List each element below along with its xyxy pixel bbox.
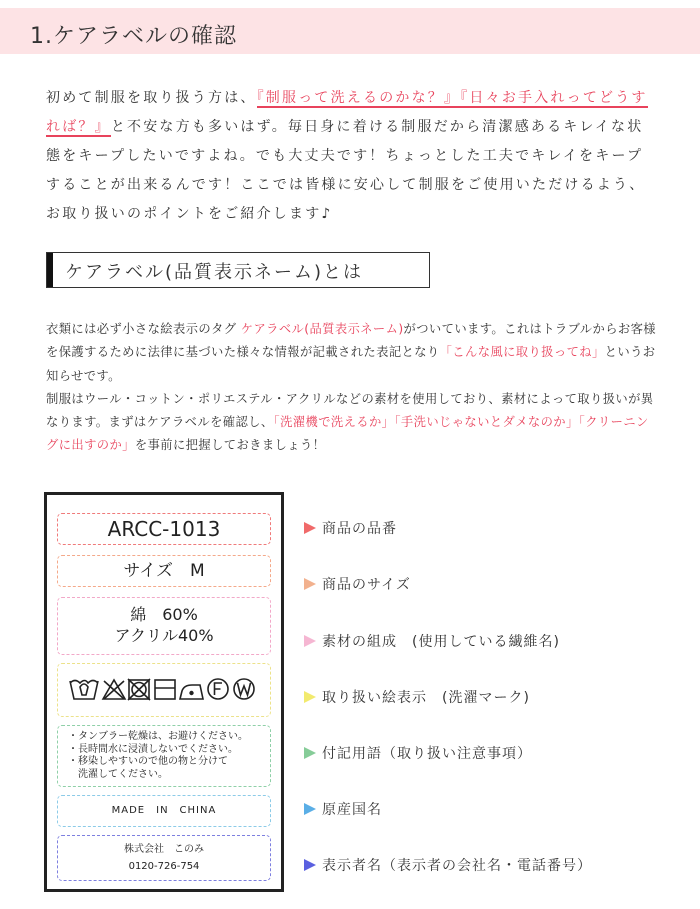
legend-arrow-icon: [304, 747, 316, 759]
label-company-phone: 0120-726-754: [128, 861, 200, 872]
label-care-symbols: [57, 663, 271, 717]
description-paragraph: [46, 318, 658, 458]
desc-red-care-label: ケアラベル(品質表示ネーム): [240, 322, 404, 336]
section-heading: [46, 252, 430, 288]
label-product-code: ARCC-1013: [57, 513, 271, 545]
care-note-4: 洗濯してください。: [68, 768, 168, 780]
care-label-illustration: [44, 492, 284, 892]
legend-item-material: [304, 631, 560, 651]
desc-text-f: 制服はウール・コットン・ポリエステル・アクリルなどの素材を使用しており、素材によって取り扱いが異なります。まずはケアラベルを確認し、: [46, 391, 654, 430]
label-material: [57, 597, 271, 655]
legend-arrow-icon: [304, 691, 316, 703]
label-material-acrylic: アクリル40%: [114, 626, 214, 645]
page-title: 1.ケアラベルの確認: [30, 24, 237, 49]
legend-text: 原産国名: [322, 802, 382, 818]
legend-item-notes: [304, 743, 532, 763]
iron-icon: [180, 685, 203, 699]
bleach-prohibited-icon: [103, 680, 125, 699]
line-dry-icon: [155, 680, 175, 699]
label-origin: MADE IN CHINA: [57, 795, 271, 827]
legend-text: 商品のサイズ: [322, 577, 411, 593]
legend-arrow-icon: [304, 635, 316, 647]
wet-clean-w-icon: [234, 679, 254, 699]
intro-highlight-1: 『制服って洗えるのかな？』: [256, 90, 461, 106]
label-material-cotton: 綿 60%: [130, 605, 198, 624]
care-symbols-svg: [66, 667, 266, 713]
desc-text-a: 衣類には必ず小さな絵表示のタグ: [46, 322, 241, 336]
desc-text-c: がついています。これはトラブルからお客様を保護するために法律に基づいた様々な情報が記載された表記となり: [46, 322, 656, 360]
intro-paragraph: [46, 84, 656, 229]
legend-text: 取り扱い絵表示 (洗濯マーク): [322, 690, 530, 706]
label-company-name: 株式会社 このみ: [124, 844, 204, 855]
legend-text: 商品の品番: [322, 521, 397, 537]
legend-item-symbols: [304, 687, 530, 707]
care-note-1: ・タンブラー乾燥は、お避けください。: [68, 731, 248, 742]
section-heading-text: ケアラベル(品質表示ネーム)とは: [65, 262, 364, 283]
intro-text-1: 初めて制服を取り扱う方は、: [46, 90, 257, 106]
legend-text: 素材の組成 (使用している繊維名): [322, 634, 560, 650]
label-company: [57, 835, 271, 881]
desc-red-handle: 「こんな風に取り扱ってね」: [439, 345, 605, 360]
legend-item-product-code: [304, 518, 397, 538]
care-note-3: ・移染しやすいので他の物と分けて: [68, 756, 228, 767]
wash-tub-icon: [70, 681, 98, 700]
header-band: [0, 8, 700, 54]
desc-text-h: を事前に把握しておきましょう！: [134, 438, 326, 453]
intro-highlight-2: 『日々お手入れってどうすれば？』: [46, 90, 648, 135]
tumble-dry-prohibited-icon: [128, 679, 150, 700]
label-size: サイズ M: [57, 555, 271, 587]
legend-text: 付記用語（取り扱い注意事項）: [322, 746, 532, 762]
care-note-2: ・長時間水に浸漬しないでください。: [68, 743, 238, 755]
legend-arrow-icon: [304, 522, 316, 534]
legend-arrow-icon: [304, 803, 316, 815]
label-care-notes: [57, 725, 271, 787]
dry-clean-f-icon: [208, 679, 228, 699]
intro-text-2: と不安な方も多いはず。毎日身に着ける制服だから清潔感あるキレイな状態をキープしたいですよね。でも大丈夫です！ちょっとした工夫でキレイをキープすることが出来るんです！ここでは皆様に安心して制服をご使用いただけるよう、お取り扱いのポイントをご紹介します♪: [46, 119, 646, 222]
desc-red-wash-methods: 「洗濯機で洗えるか」「手洗いじゃないとダメなのか」「クリーニングに出すのか」: [46, 415, 649, 453]
legend-arrow-icon: [304, 578, 316, 590]
desc-text-e: というお知らせです。: [46, 345, 656, 383]
legend-item-company: [304, 855, 592, 875]
legend-item-size: [304, 574, 411, 594]
legend-item-origin: [304, 799, 382, 819]
legend-text: 表示者名（表示者の会社名・電話番号）: [322, 858, 592, 874]
legend-arrow-icon: [304, 859, 316, 871]
section-heading-bar: [47, 253, 53, 287]
